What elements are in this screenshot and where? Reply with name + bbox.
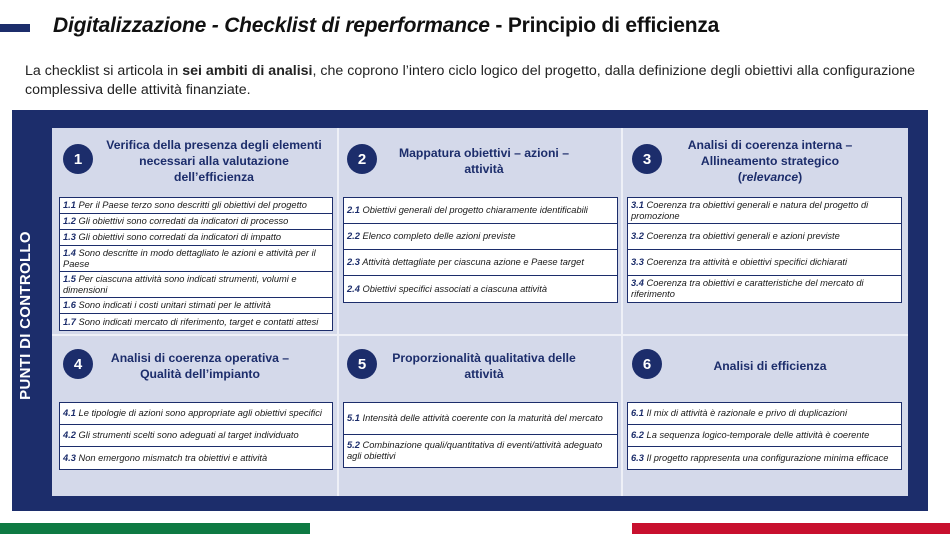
item-code: 1.4	[63, 247, 76, 258]
list-item	[60, 403, 332, 425]
item-text: Elenco completo delle azioni previste	[362, 231, 516, 241]
item-text: Intensità delle attività coerente con la maturità del mercato	[362, 413, 603, 423]
page-title-main: Digitalizzazione - Checklist di reperformance	[53, 14, 490, 37]
item-code: 2.3	[347, 257, 360, 267]
item-text: Il mix di attività è razionale e privo di duplicazioni	[646, 408, 848, 418]
grid-divider-vertical-2	[621, 128, 623, 496]
item-code: 6.2	[631, 430, 644, 440]
item-text: Sono descritte in modo dettagliato le azioni e attività per il Paese	[63, 247, 316, 269]
list-item	[60, 447, 332, 469]
list-item	[344, 276, 617, 302]
list-item	[60, 198, 332, 214]
list-item	[60, 425, 332, 447]
item-code: 1.6	[63, 300, 76, 310]
section-number-badge: 2	[347, 144, 377, 174]
item-code: 3.4	[631, 278, 644, 288]
item-code: 4.1	[63, 408, 76, 418]
page-title-separator: -	[489, 14, 508, 37]
section-title-note: relevance	[741, 170, 799, 184]
section-items-list	[627, 402, 902, 470]
list-item	[60, 214, 332, 230]
section-number-badge: 1	[63, 144, 93, 174]
section-title-text: Analisi di coerenza interna – Allineamento strategico	[687, 138, 853, 168]
item-text: La sequenza logico-temporale delle attività è coerente	[646, 430, 870, 440]
title-accent-bar	[0, 24, 30, 32]
list-item	[344, 435, 617, 467]
section-number-badge: 3	[632, 144, 662, 174]
item-text: Gli obiettivi sono corredati da indicatori di impatto	[78, 232, 282, 242]
item-text: Non emergono mismatch tra obiettivi e attività	[78, 452, 268, 463]
list-item	[628, 198, 901, 224]
item-code: 4.3	[63, 452, 76, 463]
section-title: Verifica della presenza degli elementi necessari alla valutazione dell’efficienza	[106, 138, 322, 184]
side-label-text: PUNTI DI CONTROLLO	[16, 230, 34, 400]
item-code: 6.3	[631, 452, 644, 463]
list-item	[60, 272, 332, 298]
item-code: 4.2	[63, 430, 76, 440]
footer-stripe-green	[0, 523, 310, 534]
list-item	[60, 246, 332, 272]
item-code: 1.7	[63, 316, 76, 327]
section-title: Analisi di coerenza operativa – Qualità dell’impianto	[110, 351, 290, 381]
list-item	[344, 224, 617, 250]
grid-divider-vertical-1	[337, 128, 339, 496]
item-code: 2.2	[347, 231, 360, 241]
intro-paragraph	[25, 62, 915, 100]
item-code: 3.1	[631, 199, 644, 210]
list-item	[628, 224, 901, 250]
section-items-list	[343, 402, 618, 468]
intro-text-start: La checklist si articola in	[25, 63, 183, 79]
list-item	[60, 314, 332, 330]
item-text: Sono indicati i costi unitari stimati per le attività	[78, 300, 271, 310]
item-text: Coerenza tra obiettivi generali e azioni previste	[646, 231, 840, 241]
item-code: 1.2	[63, 216, 76, 226]
item-text: Coerenza tra obiettivi generali e natura del progetto di promozione	[631, 199, 869, 221]
item-code: 1.3	[63, 232, 76, 242]
footer-stripe-red	[632, 523, 950, 534]
intro-text-bold: sei ambiti di analisi	[182, 63, 313, 79]
list-item	[628, 425, 901, 447]
intro-text-end: , che coprono l’intero ciclo logico del progetto, dalla definizione degli obiettivi alla configurazione complessiva delle attività finanziate.	[25, 63, 915, 98]
item-text: Coerenza tra obiettivi e caratteristiche del mercato di riferimento	[631, 278, 864, 299]
page-title	[53, 14, 719, 38]
section-title: Proporzionalità qualitativa delle attività	[392, 351, 576, 381]
item-text: Per ciascuna attività sono indicati strumenti, volumi e dimensioni	[63, 273, 297, 295]
list-item	[344, 403, 617, 435]
page-title-sub: Principio di efficienza	[507, 14, 720, 37]
item-text: Le tipologie di azioni sono appropriate agli obiettivi specifici	[78, 408, 322, 418]
section-number-badge: 6	[632, 349, 662, 379]
item-text: Coerenza tra attività e obiettivi specifici dichiarati	[646, 257, 848, 267]
item-code: 1.1	[63, 200, 76, 210]
section-items-list	[343, 197, 618, 303]
list-item	[628, 250, 901, 276]
list-item	[628, 276, 901, 302]
item-text: Obiettivi specifici associati a ciascuna attività	[362, 283, 547, 294]
section-number-badge: 5	[347, 349, 377, 379]
item-code: 3.3	[631, 257, 644, 267]
item-text: Il progetto rappresenta una configurazione minima efficace	[646, 452, 889, 463]
section-items-list	[59, 197, 333, 331]
grid-divider-horizontal	[52, 334, 908, 336]
item-code: 3.2	[631, 231, 644, 241]
list-item	[60, 230, 332, 246]
list-item	[60, 298, 332, 314]
item-text: Obiettivi generali del progetto chiaramente identificabili	[362, 205, 588, 215]
section-items-list	[59, 402, 333, 470]
section-items-list	[627, 197, 902, 303]
section-title: Analisi di coerenza interna – Allineamento strategico (relevance)	[687, 138, 853, 184]
section-title: Analisi di efficienza	[713, 359, 827, 373]
item-text: Gli strumenti scelti sono adeguati al target individuato	[78, 430, 299, 440]
section-title: Mappatura obiettivi – azioni – attività	[399, 146, 569, 176]
list-item	[344, 250, 617, 276]
item-code: 1.5	[63, 273, 76, 284]
list-item	[628, 403, 901, 425]
section-number-badge: 4	[63, 349, 93, 379]
item-code: 5.1	[347, 413, 360, 423]
item-text: Attività dettagliate per ciascuna azione e Paese target	[362, 257, 584, 267]
item-code: 5.2	[347, 440, 360, 450]
item-code: 2.1	[347, 205, 360, 215]
item-text: Sono indicati mercato di riferimento, target e contatti attesi	[78, 316, 319, 327]
item-text: Combinazione quali/quantitativa di eventi/attività adeguato agli obiettivi	[347, 440, 603, 461]
item-text: Per il Paese terzo sono descritti gli obiettivi del progetto	[78, 200, 307, 210]
side-label	[14, 120, 36, 510]
list-item	[628, 447, 901, 469]
list-item	[344, 198, 617, 224]
item-text: Gli obiettivi sono corredati da indicatori di processo	[78, 216, 289, 226]
item-code: 6.1	[631, 408, 644, 418]
item-code: 2.4	[347, 283, 360, 294]
